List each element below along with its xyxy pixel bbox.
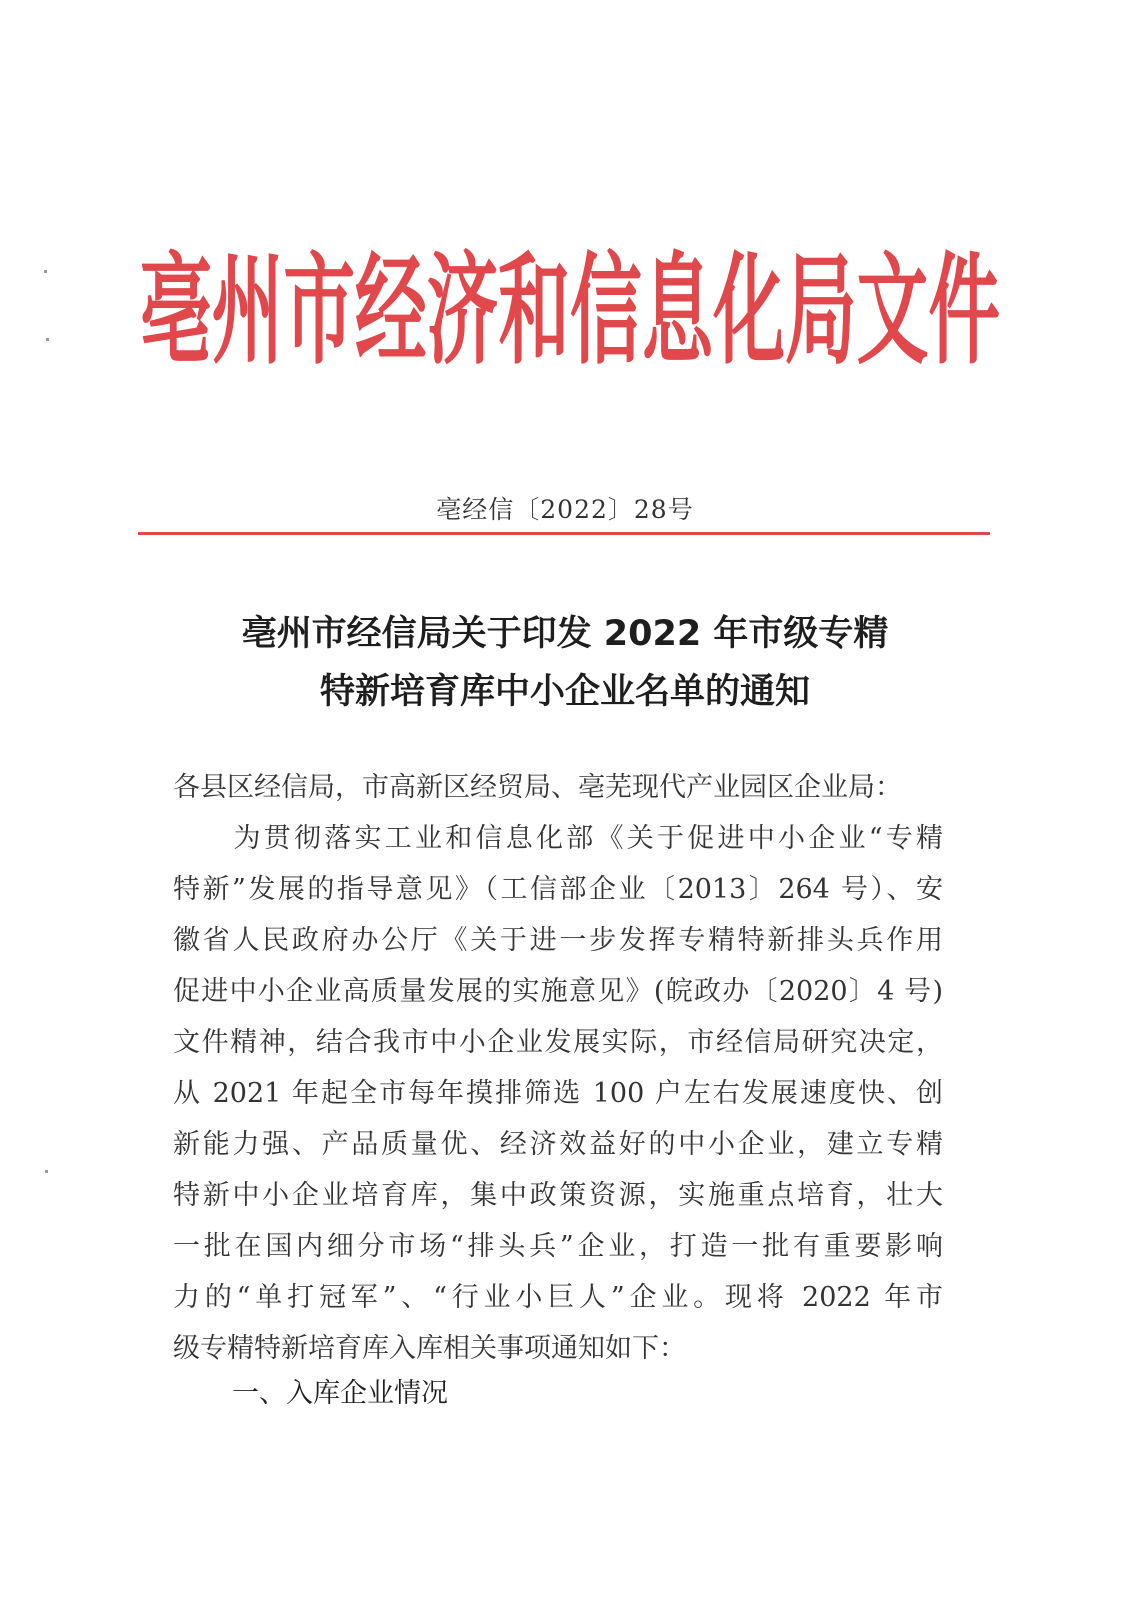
body-line: 文件精神，结合我市中小企业发展实际，市经信局研究决定， — [173, 1027, 943, 1058]
header-title-text: 亳州市经济和信息化局文件 — [140, 240, 1000, 381]
body-line: 级专精特新培育库入库相关事项通知如下： — [173, 1333, 686, 1364]
document-title-line: 特新培育库中小企业名单的通知 — [319, 672, 810, 712]
document-title — [0, 605, 1130, 721]
document-body — [173, 762, 943, 1374]
body-line: 特新”发展的指导意见》（工信部企业〔2013〕264 号）、安 — [173, 874, 943, 905]
section-heading: 一、入库企业情况 — [232, 1378, 448, 1409]
body-line: 徽省人民政府办公厅《关于进一步发挥专精特新排头兵作用 — [173, 925, 943, 956]
document-title-line: 亳州市经信局关于印发 2022 年市级专精 — [241, 614, 889, 654]
red-divider-line — [138, 532, 990, 535]
body-line: 力的“单打冠军”、“行业小巨人”企业。现将 2022 年市 — [173, 1282, 943, 1313]
salutation-line: 各县区经信局，市高新区经贸局、亳芜现代产业园区企业局： — [173, 772, 902, 803]
header-title-svg — [140, 212, 1000, 382]
body-line: 特新中小企业培育库，集中政策资源，实施重点培育，壮大 — [173, 1180, 943, 1211]
scan-speck — [45, 1170, 48, 1173]
body-line: 为贯彻落实工业和信息化部《关于促进中小企业“专精 — [173, 823, 943, 854]
body-line: 一批在国内细分市场“排头兵”企业，打造一批有重要影响 — [173, 1231, 943, 1262]
issuing-authority-header — [140, 212, 1000, 382]
body-line: 从 2021 年起全市每年摸排筛选 100 户左右发展速度快、创 — [173, 1078, 943, 1109]
body-line: 促进中小企业高质量发展的实施意见》(皖政办〔2020〕4 号) — [173, 976, 943, 1007]
document-number: 亳经信〔2022〕28号 — [436, 495, 694, 524]
scan-speck — [46, 338, 49, 341]
scan-speck — [44, 270, 47, 273]
body-line: 新能力强、产品质量优、经济效益好的中小企业，建立专精 — [173, 1129, 943, 1160]
